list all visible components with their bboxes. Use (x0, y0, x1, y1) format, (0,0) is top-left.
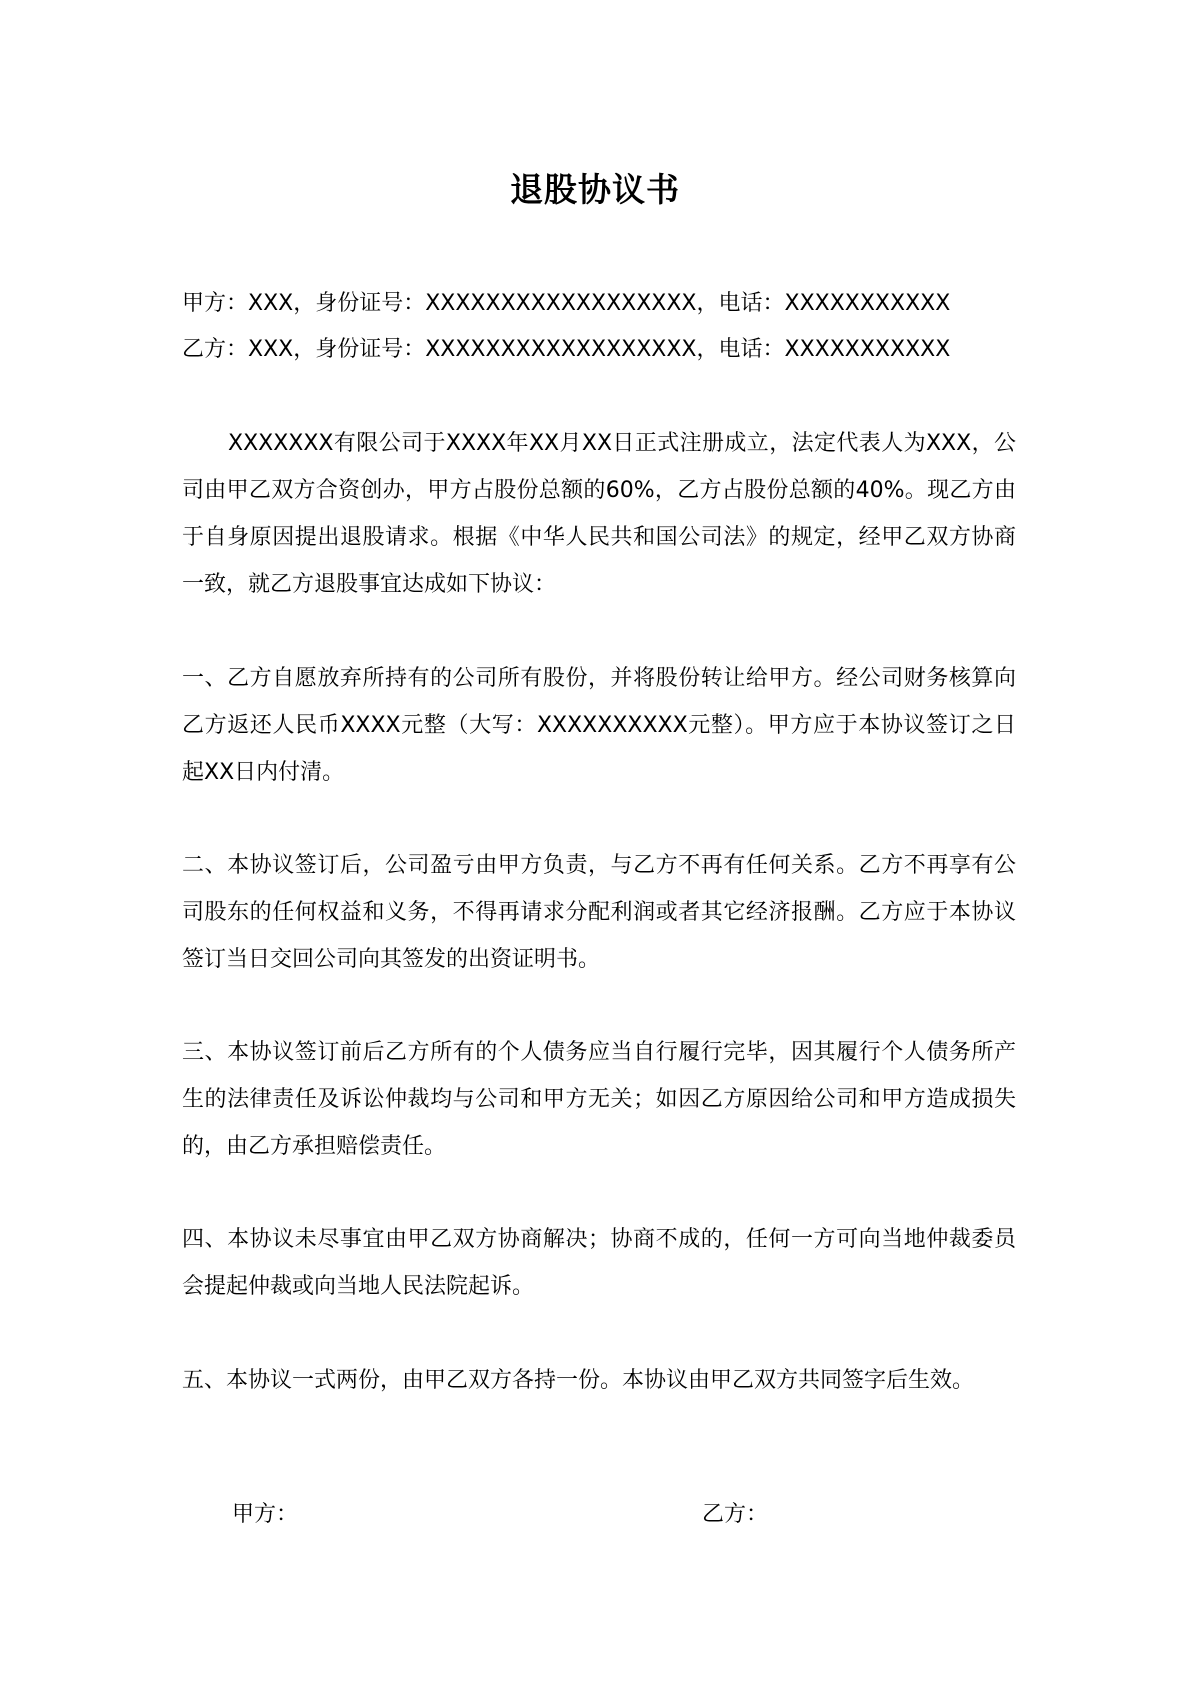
document-title: 退股协议书 (510, 170, 680, 209)
signature-party-a: 甲方： (232, 1502, 299, 1527)
signature-party-b: 乙方： (702, 1502, 769, 1527)
clause-3: 三、本协议签订前后乙方所有的个人债务应当自行履行完毕，因其履行个人债务所产生的法律责任及诉讼仲裁均与公司和甲方无关；如因乙方原因给公司和甲方造成损失的，由乙方承担赔偿责任。 (182, 1040, 1016, 1159)
party-a-info: 甲方：XXX，身份证号：XXXXXXXXXXXXXXXXXX，电话：XXXXXXXXXXX (182, 291, 951, 316)
party-b-info: 乙方：XXX，身份证号：XXXXXXXXXXXXXXXXXX，电话：XXXXXXXXXXX (182, 337, 951, 362)
clause-4: 四、本协议未尽事宜由甲乙双方协商解决；协商不成的，任何一方可向当地仲裁委员会提起仲裁或向当地人民法院起诉。 (182, 1227, 1016, 1299)
clause-5: 五、本协议一式两份，由甲乙双方各持一份。本协议由甲乙双方共同签字后生效。 (182, 1368, 975, 1393)
clause-1: 一、乙方自愿放弃所持有的公司所有股份，并将股份转让给甲方。经公司财务核算向乙方返还人民币XXXX元整（大写：XXXXXXXXXX元整）。甲方应于本协议签订之日起XX日内付清。 (182, 666, 1016, 785)
preamble-paragraph: XXXXXXX有限公司于XXXX年XX月XX日正式注册成立，法定代表人为XXX，公司由甲乙双方合资创办，甲方占股份总额的60%，乙方占股份总额的40%。现乙方由于自身原因提出退股请求。根据《中华人民共和国公司法》的规定，经甲乙双方协商一致，就乙方退股事宜达成如下协议： (182, 431, 1016, 597)
clause-2: 二、本协议签订后，公司盈亏由甲方负责，与乙方不再有任何关系。乙方不再享有公司股东的任何权益和义务，不得再请求分配利润或者其它经济报酬。乙方应于本协议签订当日交回公司向其签发的出资证明书。 (182, 853, 1016, 972)
